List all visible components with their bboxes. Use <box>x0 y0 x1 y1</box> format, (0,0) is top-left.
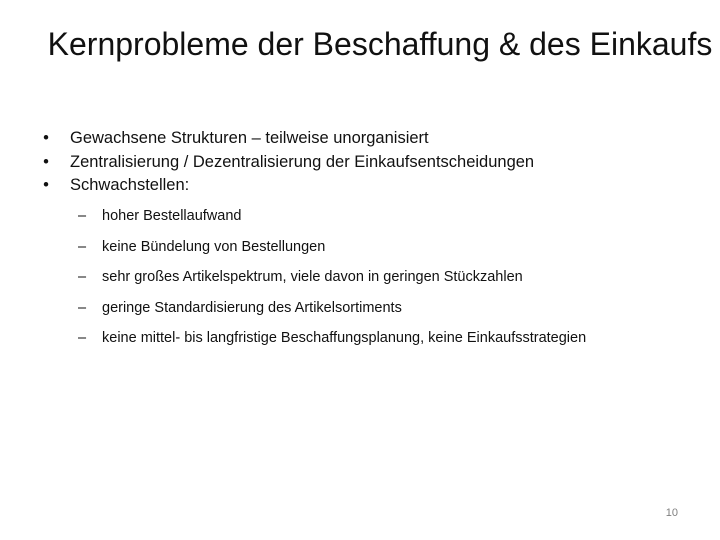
sub-bullet-text: keine mittel- bis langfristige Beschaffungsplanung, keine Einkaufsstrategien <box>102 330 587 346</box>
sub-bullet-item <box>78 298 698 329</box>
bullet-text: Zentralisierung / Dezentralisierung der Einkaufsentscheidungen <box>70 152 535 171</box>
page-number: 10 <box>665 507 678 519</box>
dash-marker: – <box>78 238 87 255</box>
sub-bullet-item <box>78 328 698 359</box>
bullet-text: Gewachsene Strukturen – teilweise unorganisiert <box>70 129 429 147</box>
dash-marker: – <box>78 269 87 285</box>
bullet-marker: • <box>43 129 49 147</box>
bullet-marker: • <box>43 176 49 194</box>
sub-bullet-list <box>78 206 698 359</box>
dash-marker: – <box>78 208 87 224</box>
sub-bullet-text: sehr großes Artikelspektrum, viele davon in geringen Stückzahlen <box>102 269 523 285</box>
sub-bullet-item <box>78 267 698 298</box>
bullet-item <box>40 174 700 198</box>
bullet-list <box>40 127 700 198</box>
dash-marker: – <box>78 330 87 346</box>
bullet-text: Schwachstellen: <box>70 176 190 194</box>
bullet-item <box>40 151 700 175</box>
sub-bullet-text: geringe Standardisierung des Artikelsortiments <box>102 299 402 316</box>
sub-bullet-text: hoher Bestellaufwand <box>102 208 242 224</box>
bullet-marker: • <box>43 152 49 171</box>
sub-bullet-text: keine Bündelung von Bestellungen <box>102 238 326 255</box>
bullet-item <box>40 127 700 151</box>
slide-title: Kernprobleme der Beschaffung & des Einkaufs <box>47 26 713 62</box>
dash-marker: – <box>78 299 87 316</box>
sub-bullet-item <box>78 206 698 237</box>
sub-bullet-item <box>78 237 698 268</box>
